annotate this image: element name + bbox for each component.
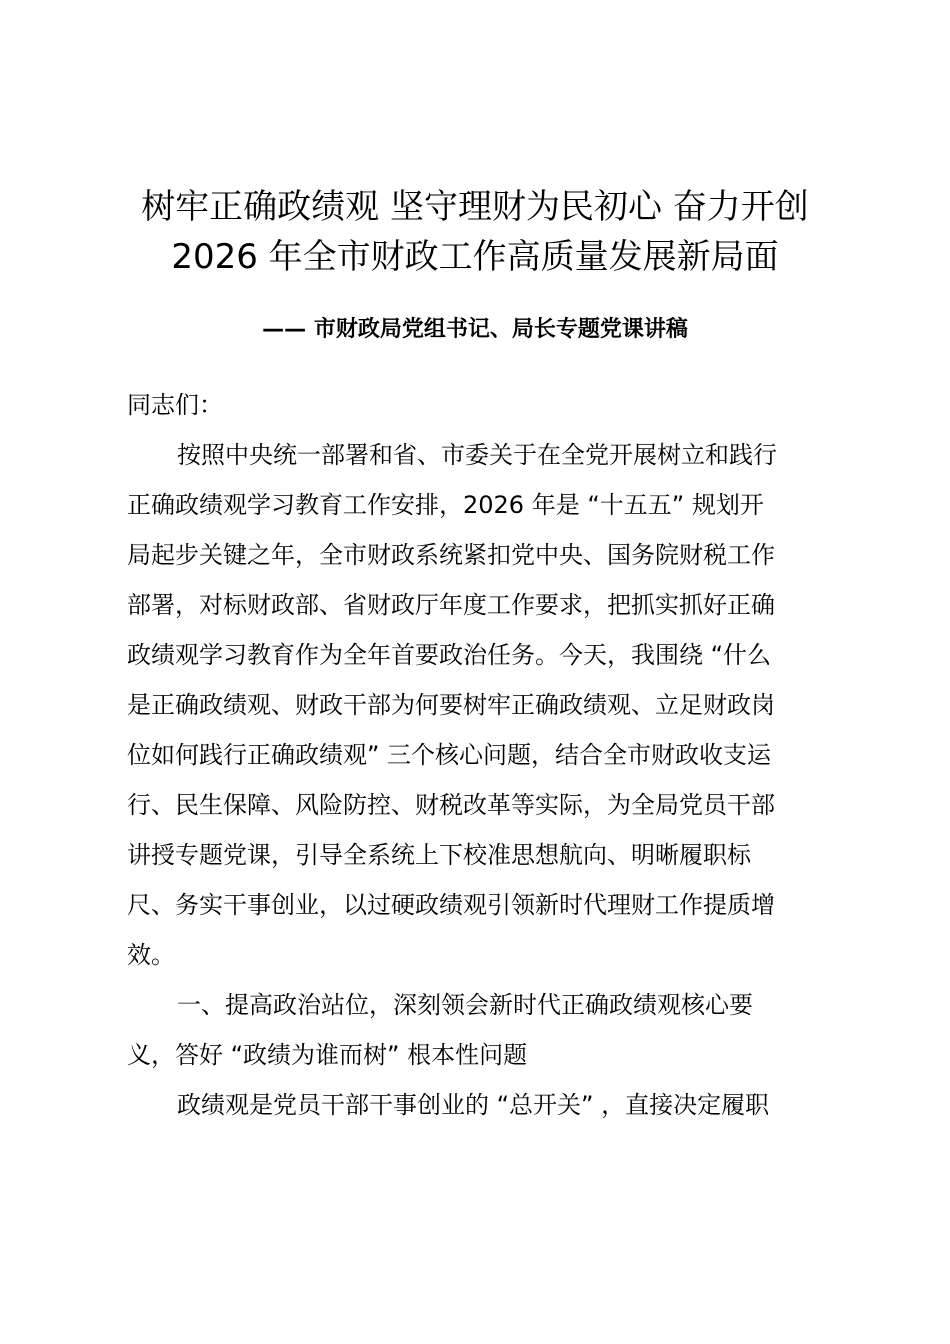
paragraph-line: 是正确政绩观、财政干部为何要树牢正确政绩观、立足财政岗 xyxy=(127,691,775,719)
paragraph-2 xyxy=(127,1080,827,1130)
heading-line: 义，答好 “政绩为谁而树” 根本性问题 xyxy=(127,1041,528,1069)
heading-line: 一、提高政治站位，深刻领会新时代正确政绩观核心要 xyxy=(177,991,753,1019)
document-title-line-1: 树牢正确政绩观 坚守理财为民初心 奋力开创 xyxy=(141,187,809,227)
paragraph-line: 政绩观是党员干部干事创业的 “总开关” ，直接决定履职 xyxy=(177,1091,770,1119)
salutation: 同志们： xyxy=(127,391,223,419)
paragraph-line: 正确政绩观学习教育工作安排，2026 年是 “十五五” 规划开 xyxy=(127,491,764,519)
section-heading-1 xyxy=(127,980,827,1080)
paragraph-line: 行、民生保障、风险防控、财税改革等实际，为全局党员干部 xyxy=(127,791,775,819)
paragraph-line: 位如何践行正确政绩观” 三个核心问题，结合全市财政收支运 xyxy=(127,741,772,769)
paragraph-line: 部署，对标财政部、省财政厅年度工作要求，把抓实抓好正确 xyxy=(127,591,775,619)
document-subtitle: —— 市财政局党组书记、局长专题党课讲稿 xyxy=(262,317,688,342)
paragraph-line: 局起步关键之年，全市财政系统紧扣党中央、国务院财税工作 xyxy=(127,541,775,569)
paragraph-1 xyxy=(127,430,827,980)
paragraph-line: 按照中央统一部署和省、市委关于在全党开展树立和践行 xyxy=(177,441,777,469)
paragraph-line: 效。 xyxy=(127,941,175,969)
document-title-line-2: 2026 年全市财政工作高质量发展新局面 xyxy=(171,237,779,277)
paragraph-line: 讲授专题党课，引导全系统上下校准思想航向、明晰履职标 xyxy=(127,841,751,869)
paragraph-line: 政绩观学习教育作为全年首要政治任务。今天，我围绕 “什么 xyxy=(127,641,772,669)
paragraph-line: 尺、务实干事创业，以过硬政绩观引领新时代理财工作提质增 xyxy=(127,891,775,919)
